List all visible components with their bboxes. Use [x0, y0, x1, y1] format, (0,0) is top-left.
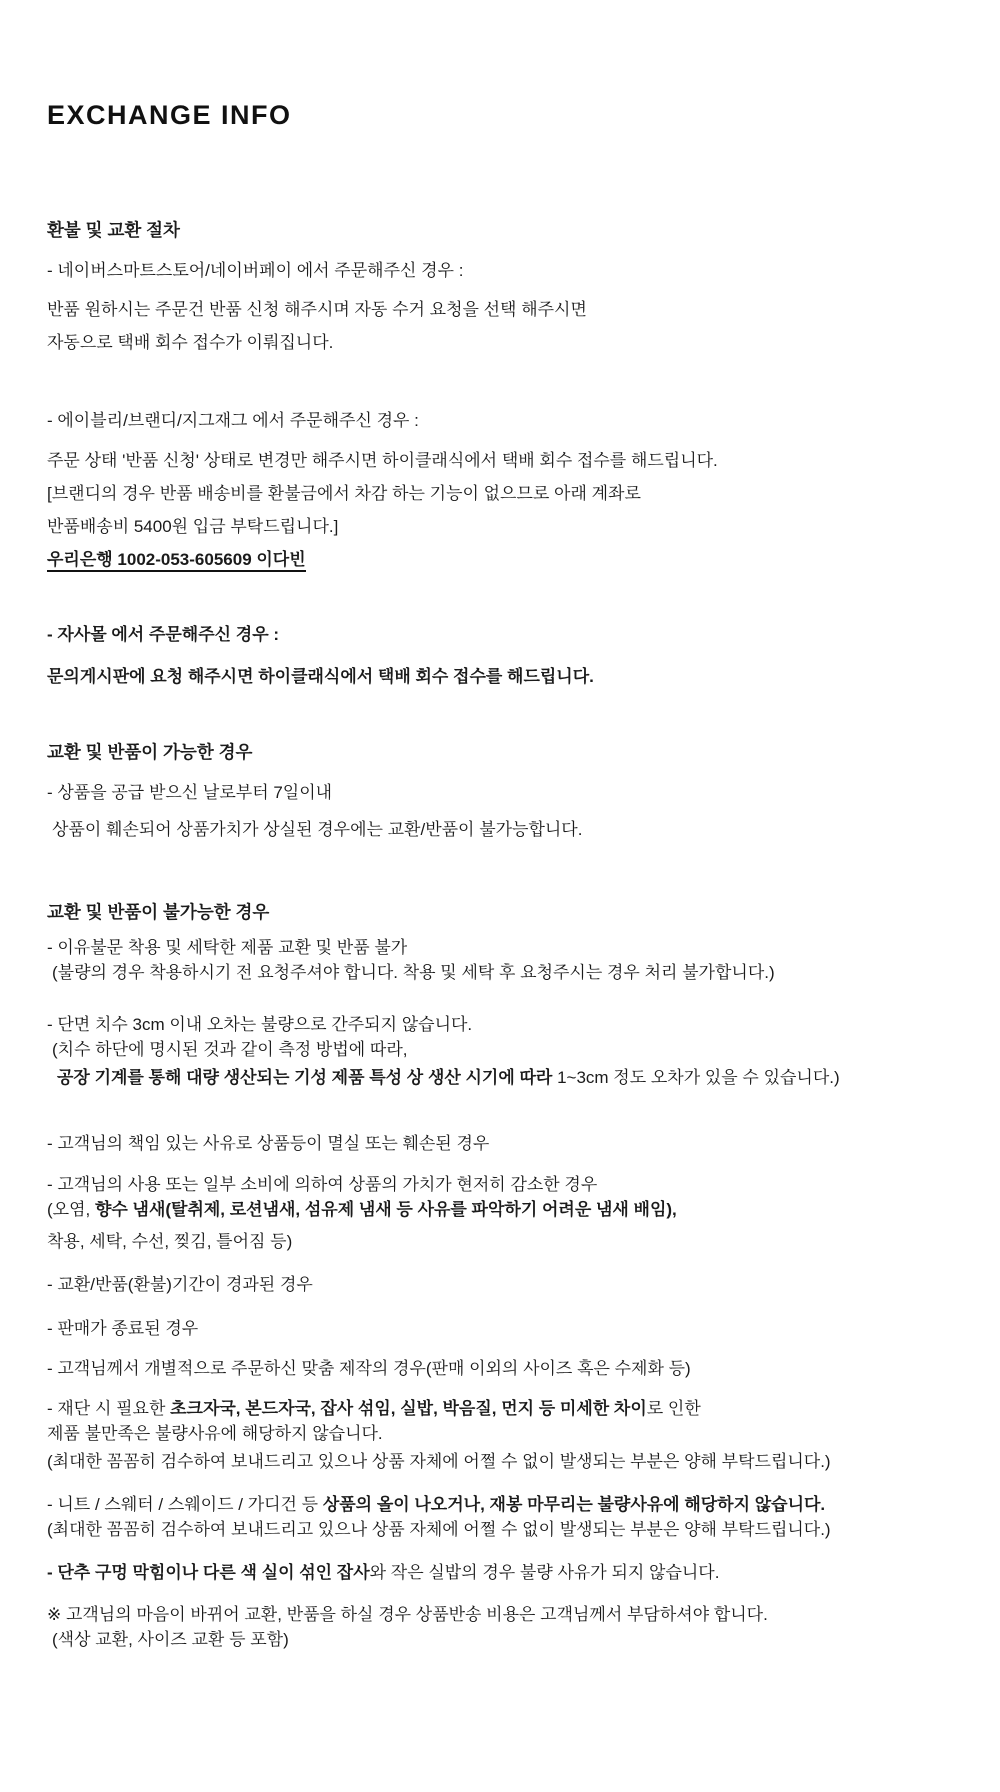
naver-case-line2: 자동으로 택배 회수 접수가 이뤄집니다. [47, 333, 334, 352]
cutting-marks-line1-pre: - 재단 시 필요한 [47, 1399, 171, 1418]
button-hole-line-bold: - 단추 구멍 막힘이나 다른 색 실이 섞인 잡사 [47, 1563, 370, 1582]
section-exchange-possible [47, 736, 960, 846]
change-of-mind-line2: (색상 교환, 사이즈 교환 등 포함) [52, 1630, 289, 1649]
used-item-line2-bold: 향수 냄새(탈취제, 로션냄새, 섬유제 냄새 등 사유를 파악하기 어려운 냄새 배임), [94, 1200, 677, 1219]
custom-made-line: - 고객님께서 개별적으로 주문하신 맞춤 제작의 경우(판매 이외의 사이즈 혹은 수제화 등) [47, 1359, 691, 1378]
own-mall-case-line1: 문의게시판에 요청 해주시면 하이클래식에서 택배 회수 접수를 해드립니다. [47, 667, 594, 686]
cutting-marks-line1-post: 로 인한 [646, 1399, 701, 1418]
worn-item-line2: (불량의 경우 착용하시기 전 요청주셔야 합니다. 착용 및 세탁 후 요청주시는 경우 처리 불가합니다.) [52, 963, 775, 982]
refund-procedure-heading: 환불 및 교환 절차 [47, 220, 180, 240]
exchange-impossible-heading: 교환 및 반품이 불가능한 경우 [47, 902, 270, 922]
used-item-line3: 착용, 세탁, 수선, 찢김, 틀어짐 등) [47, 1232, 293, 1251]
used-item-line2 [47, 1196, 960, 1224]
cutting-marks-line1-bold: 초크자국, 본드자국, 잡사 섞임, 실밥, 박음질, 먼지 등 미세한 차이 [170, 1399, 647, 1418]
page-title: EXCHANGE INFO [47, 100, 292, 130]
ably-case-line1: 주문 상태 '반품 신청' 상태로 변경만 해주시면 하이클래식에서 택배 회수 접수를 해드립니다. [47, 451, 718, 470]
change-of-mind-line1: ※ 고객님의 마음이 바뀌어 교환, 반품을 하실 경우 상품반송 비용은 고객님께서 부담하셔야 합니다. [47, 1605, 768, 1624]
section-exchange-impossible [47, 896, 960, 1654]
own-mall-case-label: - 자사몰 에서 주문해주신 경우 : [47, 625, 280, 644]
naver-case-line1: 반품 원하시는 주문건 반품 신청 해주시며 자동 수거 요청을 선택 해주시면 [47, 300, 587, 319]
cutting-marks-line3: (최대한 꼼꼼히 검수하여 보내드리고 있으나 상품 자체에 어쩔 수 없이 발생되는 부분은 양해 부탁드립니다.) [47, 1452, 831, 1471]
size-tolerance-line3 [47, 1064, 960, 1092]
knit-line2: (최대한 꼼꼼히 검수하여 보내드리고 있으나 상품 자체에 어쩔 수 없이 발생되는 부분은 양해 부탁드립니다.) [47, 1520, 831, 1539]
possible-line2: 상품이 훼손되어 상품가치가 상실된 경우에는 교환/반품이 불가능합니다. [52, 820, 583, 839]
exchange-possible-heading: 교환 및 반품이 가능한 경우 [47, 742, 253, 762]
customer-fault-line: - 고객님의 책임 있는 사유로 상품등이 멸실 또는 훼손된 경우 [47, 1134, 490, 1153]
used-item-line1: - 고객님의 사용 또는 일부 소비에 의하여 상품의 가치가 현저히 감소한 경우 [47, 1175, 598, 1194]
ably-case-label: - 에이블리/브랜디/지그재그 에서 주문해주신 경우 : [47, 411, 419, 430]
section-refund-procedure [47, 214, 960, 693]
knit-line1-bold: 상품의 올이 나오거나, 재봉 마무리는 불량사유에 해당하지 않습니다. [322, 1495, 826, 1514]
naver-case-label: - 네이버스마트스토어/네이버페이 에서 주문해주신 경우 : [47, 261, 464, 280]
ably-case-line3: 반품배송비 5400원 입금 부탁드립니다.] [47, 517, 339, 536]
size-tolerance-line1: - 단면 치수 3cm 이내 오차는 불량으로 간주되지 않습니다. [47, 1015, 473, 1034]
bank-account-text: 우리은행 1002-053-605609 이다빈 [47, 550, 306, 572]
ably-case-line2: [브랜디의 경우 반품 배송비를 환불금에서 차감 하는 기능이 없으므로 아래 계좌로 [47, 484, 641, 503]
button-hole-line [47, 1556, 960, 1589]
size-tolerance-line3-rest: 1~3cm 정도 오차가 있을 수 있습니다.) [552, 1068, 840, 1087]
size-tolerance-line2: (치수 하단에 명시된 것과 같이 측정 방법에 따라, [52, 1040, 408, 1059]
button-hole-line-rest: 와 작은 실밥의 경우 불량 사유가 되지 않습니다. [369, 1563, 720, 1582]
used-item-line2-pre: (오염, [47, 1200, 95, 1219]
sale-ended-line: - 판매가 종료된 경우 [47, 1319, 199, 1338]
cutting-marks-line2: 제품 불만족은 불량사유에 해당하지 않습니다. [47, 1424, 383, 1443]
expired-period-line: - 교환/반품(환불)기간이 경과된 경우 [47, 1275, 313, 1294]
bank-account-line [47, 543, 960, 576]
possible-line1: - 상품을 공급 받으신 날로부터 7일이내 [47, 783, 333, 802]
size-tolerance-line3-bold: 공장 기계를 통해 대량 생산되는 기성 제품 특성 상 생산 시기에 따라 [57, 1068, 553, 1087]
knit-line1-pre: - 니트 / 스웨터 / 스웨이드 / 가디건 등 [47, 1495, 323, 1514]
worn-item-line1: - 이유불문 착용 및 세탁한 제품 교환 및 반품 불가 [47, 938, 408, 957]
